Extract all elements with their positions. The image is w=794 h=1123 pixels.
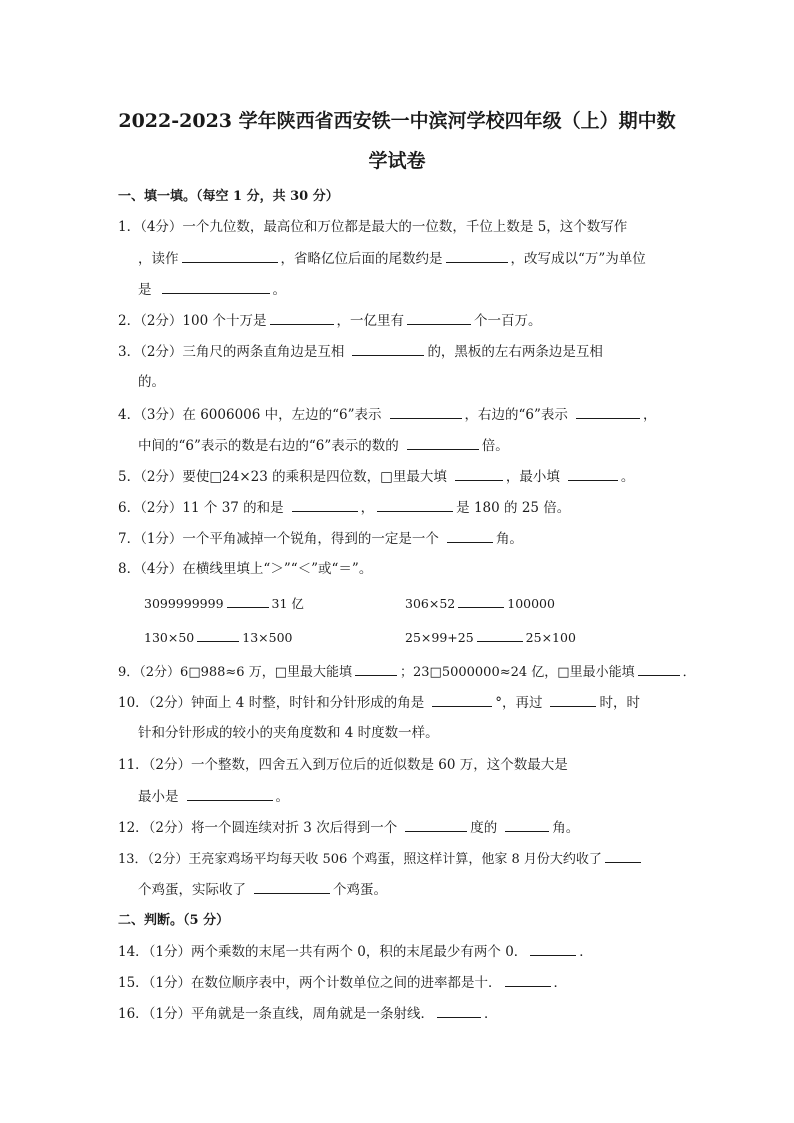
- question-5: [118, 467, 634, 486]
- q13-text-a: 13．（2分）王亮家鸡场平均每天收 506 个鸡蛋，照这样计算，他家 8 月份大约收了: [118, 852, 602, 867]
- q6-text-a: 6．（2分）11 个 37 的和是: [118, 500, 284, 516]
- answer-blank[interactable]: [530, 942, 576, 956]
- answer-blank[interactable]: [227, 594, 269, 608]
- q1-text-b2: ，省略亿位后面的尾数约是: [280, 251, 443, 267]
- question-8-row2-right: [405, 628, 576, 647]
- q1-text-b3: ，改写成以“万”为单位: [510, 251, 646, 267]
- q8-r2-a: 130×50: [144, 630, 195, 645]
- question-8-row1-right: [405, 594, 555, 613]
- answer-blank[interactable]: [355, 662, 397, 676]
- answer-blank[interactable]: [405, 818, 467, 832]
- q9-text-b: ；23□5000000≈24 亿，□里最小能填: [400, 665, 635, 680]
- q8-text: 8．（4分）在横线里填上“＞”“＜”或“＝”。: [118, 561, 373, 577]
- q5-text-a: 5．（2分）要使□24×23 的乘积是四位数，□里最大填: [118, 469, 447, 485]
- q6-text-b: ，: [360, 500, 375, 516]
- question-4-line2: [138, 436, 509, 455]
- answer-blank[interactable]: [447, 529, 493, 543]
- answer-blank[interactable]: [437, 1004, 481, 1018]
- section-heading-judge: 二、判断。（5 分）: [118, 913, 230, 928]
- q13-text-b1: 个鸡蛋，实际收了: [138, 882, 246, 898]
- q15-text-b: ．: [553, 975, 568, 991]
- q11-text-a: 11．（2分）一个整数，四舍五入到万位后的近似数是 60 万，这个数最大是: [118, 757, 568, 773]
- question-13-line1: [118, 849, 644, 869]
- answer-blank[interactable]: [352, 342, 424, 356]
- q14-text-a: 14．（1分）两个乘数的末尾一共有两个 0，积的末尾最少有两个 0．: [118, 944, 528, 960]
- question-15: [118, 973, 567, 992]
- q6-text-c: 是 180 的 25 倍。: [456, 500, 571, 516]
- question-1-line1: [118, 218, 627, 236]
- q10-text-a3: 时，时: [599, 695, 640, 711]
- q8-r2-b: 13×500: [242, 630, 293, 645]
- q12-text-a: 12．（2分）将一个圆连续对折 3 次后得到一个: [118, 820, 398, 836]
- exam-title-line1: 2022-2023 学年陕西省西安铁一中滨河学校四年级（上）期中数: [118, 110, 676, 132]
- answer-blank[interactable]: [377, 498, 453, 512]
- question-10-line1: [118, 693, 640, 712]
- q8-r2-c: 25×99+25: [405, 630, 474, 645]
- q16-text-a: 16．（1分）平角就是一条直线，周角就是一条射线．: [118, 1006, 435, 1022]
- q9-text-a: 9．（2分）6□988≈6 万，□里最大能填: [118, 665, 352, 680]
- answer-blank[interactable]: [568, 467, 618, 481]
- q10-text-b: 针和分针形成的较小的夹角度数和 4 时度数一样。: [138, 725, 439, 741]
- q13-text-b2: 个鸡蛋。: [333, 882, 387, 898]
- answer-blank[interactable]: [162, 280, 270, 294]
- q15-text-a: 15．（1分）在数位顺序表中，两个计数单位之间的进率都是十．: [118, 975, 502, 991]
- question-11-line1: [118, 756, 568, 774]
- question-1-line3: [138, 280, 286, 299]
- answer-blank[interactable]: [446, 249, 508, 263]
- answer-blank[interactable]: [407, 436, 479, 450]
- question-7: [118, 529, 523, 548]
- answer-blank[interactable]: [390, 405, 462, 419]
- answer-blank[interactable]: [638, 662, 680, 676]
- q2-text-b: ，一亿里有: [336, 313, 404, 329]
- question-3-line2: [138, 373, 165, 391]
- q8-r2-d: 25×100: [525, 630, 576, 645]
- exam-title-line2: 学试卷: [368, 150, 426, 172]
- q4-text-a3: ，: [642, 407, 657, 423]
- q1-text-b1: ，读作: [138, 251, 179, 267]
- q7-text-a: 7．（1分）一个平角减掉一个锐角，得到的一定是一个: [118, 531, 439, 547]
- question-8-row2-left: [144, 628, 293, 647]
- answer-blank[interactable]: [505, 973, 551, 987]
- q2-text-c: 个一百万。: [474, 313, 542, 329]
- q3-text-a1: 3．（2分）三角尺的两条直角边是互相: [118, 344, 345, 360]
- answer-blank[interactable]: [432, 693, 492, 707]
- q8-r1-b: 31 亿: [271, 596, 304, 611]
- q3-text-b: 的。: [138, 374, 165, 390]
- section-heading-fill: 一、填一填。（每空 1 分，共 30 分）: [118, 189, 339, 204]
- answer-blank[interactable]: [292, 498, 358, 512]
- q10-text-a2: °，再过: [495, 695, 543, 711]
- q12-text-c: 角。: [552, 820, 580, 836]
- answer-blank[interactable]: [605, 849, 641, 863]
- q12-text-b: 度的: [470, 820, 498, 836]
- question-8: [118, 560, 372, 578]
- question-12: [118, 818, 579, 837]
- q9-text-c: ．: [682, 665, 696, 680]
- q2-text-a: 2．（2分）100 个十万是: [118, 313, 267, 329]
- answer-blank[interactable]: [254, 880, 330, 894]
- answer-blank[interactable]: [458, 594, 504, 608]
- q4-text-a2: ，右边的“6”表示: [464, 407, 568, 423]
- q10-text-a1: 10．（2分）钟面上 4 时整，时针和分针形成的角是: [118, 695, 425, 711]
- question-2: [118, 311, 542, 330]
- q1-text-a: 1．（4分）一个九位数，最高位和万位都是最大的一位数，千位上数是 5，这个数写作: [118, 219, 628, 235]
- answer-blank[interactable]: [550, 693, 596, 707]
- question-6: [118, 498, 570, 517]
- question-10-line2: [138, 724, 439, 742]
- question-3-line1: [118, 342, 603, 361]
- q3-text-a2: 的，黑板的左右两条边是互相: [427, 344, 603, 360]
- question-14: [118, 942, 593, 961]
- q11-text-b2: 。: [275, 789, 289, 805]
- answer-blank[interactable]: [455, 467, 503, 481]
- q16-text-b: ．: [484, 1006, 498, 1022]
- answer-blank[interactable]: [576, 405, 640, 419]
- answer-blank[interactable]: [187, 787, 273, 801]
- q7-text-b: 角。: [495, 531, 523, 547]
- q8-r1-d: 100000: [507, 596, 555, 611]
- q5-text-b: ，最小填: [505, 469, 560, 485]
- answer-blank[interactable]: [407, 311, 471, 325]
- answer-blank[interactable]: [270, 311, 334, 325]
- q4-text-b1: 中间的“6”表示的数是右边的“6”表示的数的: [138, 438, 399, 454]
- question-13-line2: [138, 880, 387, 899]
- answer-blank[interactable]: [197, 628, 239, 642]
- q11-text-b1: 最小是: [138, 789, 179, 805]
- q1-text-c1: 是: [138, 282, 152, 298]
- question-8-row1-left: [144, 594, 304, 613]
- question-1-line2: [138, 249, 646, 268]
- answer-blank[interactable]: [505, 818, 549, 832]
- answer-blank[interactable]: [182, 249, 278, 263]
- q1-text-c2: 。: [272, 282, 286, 298]
- question-4-line1: [118, 405, 656, 424]
- q4-text-a1: 4．（3分）在 6006006 中，左边的“6”表示: [118, 407, 382, 423]
- q5-text-c: 。: [620, 469, 635, 485]
- q8-r1-c: 306×52: [405, 596, 456, 611]
- q14-text-b: ．: [579, 944, 593, 960]
- answer-blank[interactable]: [477, 628, 523, 642]
- q4-text-b2: 倍。: [481, 438, 509, 454]
- question-16: [118, 1004, 498, 1023]
- q8-r1-a: 3099999999: [144, 596, 224, 611]
- question-9: [118, 662, 696, 682]
- question-11-line2: [138, 787, 289, 806]
